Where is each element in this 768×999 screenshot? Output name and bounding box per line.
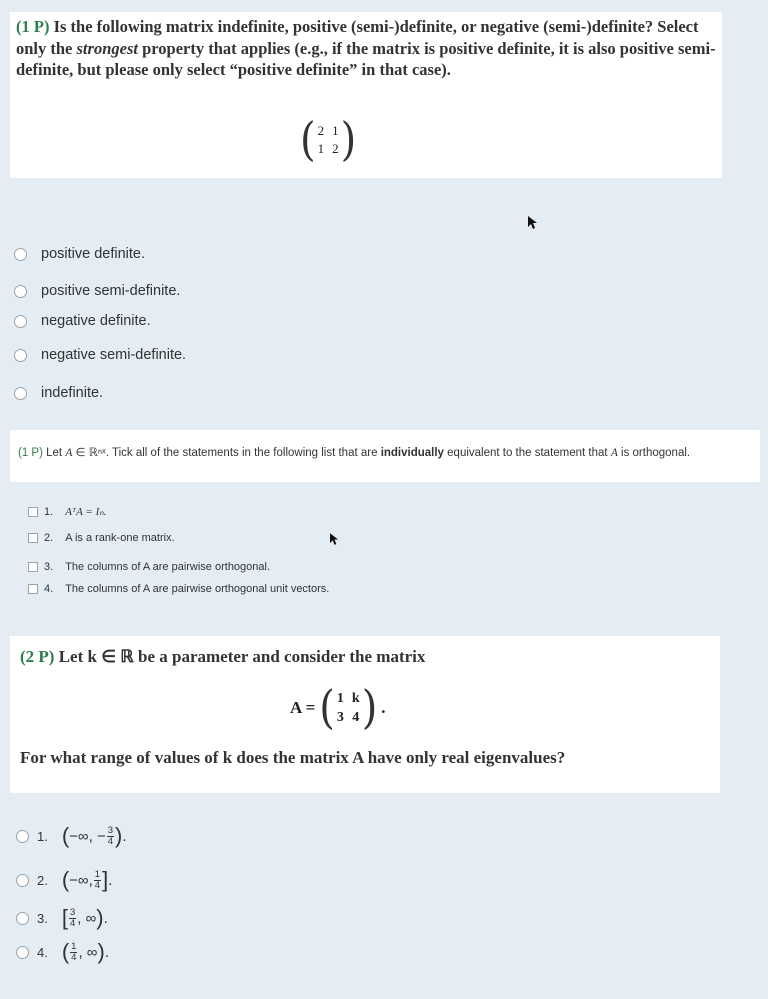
option-number: 4. (44, 583, 54, 595)
interval-left: −∞, (69, 871, 93, 889)
fraction-numerator: 3 (107, 824, 114, 836)
option-end: . (104, 943, 109, 961)
fraction-denominator: 4 (71, 951, 77, 963)
checkbox[interactable] (28, 533, 38, 543)
question-2-bold: individually (380, 447, 444, 459)
q2-option-label: A is a rank-one matrix. (65, 532, 175, 544)
fraction (69, 908, 76, 929)
fraction (94, 870, 101, 891)
question-2-var-2: A (610, 447, 618, 459)
fraction-numerator: 1 (71, 940, 77, 952)
question-2-text-b: equivalent to the statement that (443, 447, 611, 459)
fraction-denominator: 4 (69, 917, 76, 929)
question-1-text-a: Is the following matrix indefinite, positive (semi-)definite, or negative (semi-)definite? Select only the (16, 17, 699, 58)
checkbox[interactable] (28, 507, 38, 517)
question-1-text (16, 16, 716, 81)
option-number: 2. (37, 872, 48, 888)
option-end: . (122, 827, 127, 845)
question-2-text-a: Let (42, 447, 66, 459)
q2-option-label: The columns of A are pairwise orthogonal unit vectors. (65, 583, 330, 595)
question-3-points: (2 P) (20, 647, 55, 666)
q2-option-1[interactable] (28, 505, 106, 518)
q1-option-positive-semi-definite[interactable] (14, 283, 180, 299)
option-number: 3. (37, 910, 48, 926)
fraction-numerator: 1 (94, 868, 101, 880)
q1-option-positive-definite[interactable] (14, 246, 145, 262)
q3-option-2[interactable] (16, 869, 112, 891)
radio-button[interactable] (16, 874, 29, 887)
q2-option-2[interactable] (28, 532, 175, 544)
option-end: . (103, 909, 108, 927)
fraction (70, 942, 77, 963)
radio-button[interactable] (16, 946, 29, 959)
q3-option-1[interactable] (16, 825, 127, 847)
option-number: 1. (37, 828, 48, 844)
q1-option-negative-definite[interactable] (14, 313, 151, 329)
question-3-matrix (290, 681, 386, 735)
matrix-end: . (381, 698, 386, 717)
interval-open: ( (61, 867, 70, 892)
question-3-card (10, 636, 720, 793)
question-2-var: A (65, 447, 73, 459)
question-2-text-c: is orthogonal. (617, 447, 691, 459)
question-3-text-a: Let k ∈ ℝ be a parameter and consider the matrix (54, 647, 426, 666)
fraction-numerator: 3 (69, 906, 76, 918)
question-2-text (18, 444, 754, 462)
option-end: . (108, 871, 113, 889)
matrix-cell: 2 (317, 123, 325, 138)
radio-button[interactable] (14, 387, 27, 400)
interval-close: ) (96, 905, 104, 930)
q2-option-3[interactable] (28, 561, 270, 573)
q2-option-4[interactable] (28, 583, 329, 595)
q3-option-3[interactable] (16, 907, 108, 929)
option-number: 4. (37, 944, 48, 960)
q1-option-label: positive definite. (41, 246, 145, 262)
matrix-cell: 2 (332, 141, 339, 156)
q1-option-negative-semi-definite[interactable] (14, 347, 186, 363)
matrix-cell: 1 (332, 123, 339, 138)
interval-right: , ∞ (77, 909, 97, 927)
fraction-denominator: 4 (107, 835, 114, 847)
interval-open: ( (61, 823, 70, 848)
radio-button[interactable] (14, 248, 27, 261)
q1-option-label: negative definite. (41, 313, 151, 329)
question-2-card (10, 430, 760, 482)
matrix-left-paren: ( (300, 113, 316, 167)
option-number: 1. (44, 505, 54, 518)
q1-option-label: indefinite. (41, 385, 104, 401)
matrix-cell: 1 (336, 691, 344, 706)
option-number: 2. (44, 532, 54, 544)
matrix-right-paren: ) (340, 113, 357, 167)
radio-button[interactable] (16, 830, 29, 843)
q2-option-label: AᵀA = Iₙ. (65, 506, 107, 518)
question-1-points: (1 P) (16, 17, 50, 36)
radio-button[interactable] (14, 315, 27, 328)
q2-option-label: The columns of A are pairwise orthogonal. (65, 561, 271, 573)
checkbox[interactable] (28, 584, 38, 594)
interval-left: −∞, − (69, 827, 106, 845)
matrix-cell: 1 (317, 141, 325, 156)
question-1-matrix (300, 113, 357, 167)
interval-right: , ∞ (78, 943, 98, 961)
matrix-cell: 3 (336, 710, 344, 725)
interval-close: ) (97, 939, 105, 964)
fraction (107, 826, 114, 847)
matrix-right-paren: ) (361, 681, 378, 735)
interval-open: [ (61, 905, 68, 930)
question-1-text-b: property that applies (e.g., if the matrix is positive definite, it is also positive semi-definite, but please only select “positive definite” in that case). (16, 38, 716, 79)
matrix-cell: 4 (352, 710, 360, 725)
question-2-points: (1 P) (18, 447, 43, 459)
question-2-text-in: ∈ ℝⁿˣ. Tick all of the statements in the following list that are (72, 447, 381, 459)
question-1-card (10, 12, 722, 178)
option-number: 3. (44, 561, 54, 573)
radio-button[interactable] (16, 912, 29, 925)
interval-open: ( (61, 939, 70, 964)
q1-option-indefinite[interactable] (14, 385, 103, 401)
matrix-a-label: A = (290, 698, 316, 717)
question-3-question: For what range of values of k does the matrix A have only real eigenvalues? (20, 748, 566, 767)
interval-close: ] (102, 867, 109, 892)
checkbox[interactable] (28, 562, 38, 572)
matrix-left-paren: ( (319, 681, 335, 735)
q3-option-4[interactable] (16, 941, 109, 963)
question-3-intro (20, 647, 425, 667)
radio-button[interactable] (14, 285, 27, 298)
q1-option-label: negative semi-definite. (41, 347, 187, 363)
fraction-denominator: 4 (94, 879, 101, 891)
q1-option-label: positive semi-definite. (41, 283, 181, 299)
radio-button[interactable] (14, 349, 27, 362)
matrix-cell: k (351, 691, 360, 706)
question-1-text-emphasis: strongest (76, 38, 138, 58)
interval-close: ) (115, 823, 123, 848)
